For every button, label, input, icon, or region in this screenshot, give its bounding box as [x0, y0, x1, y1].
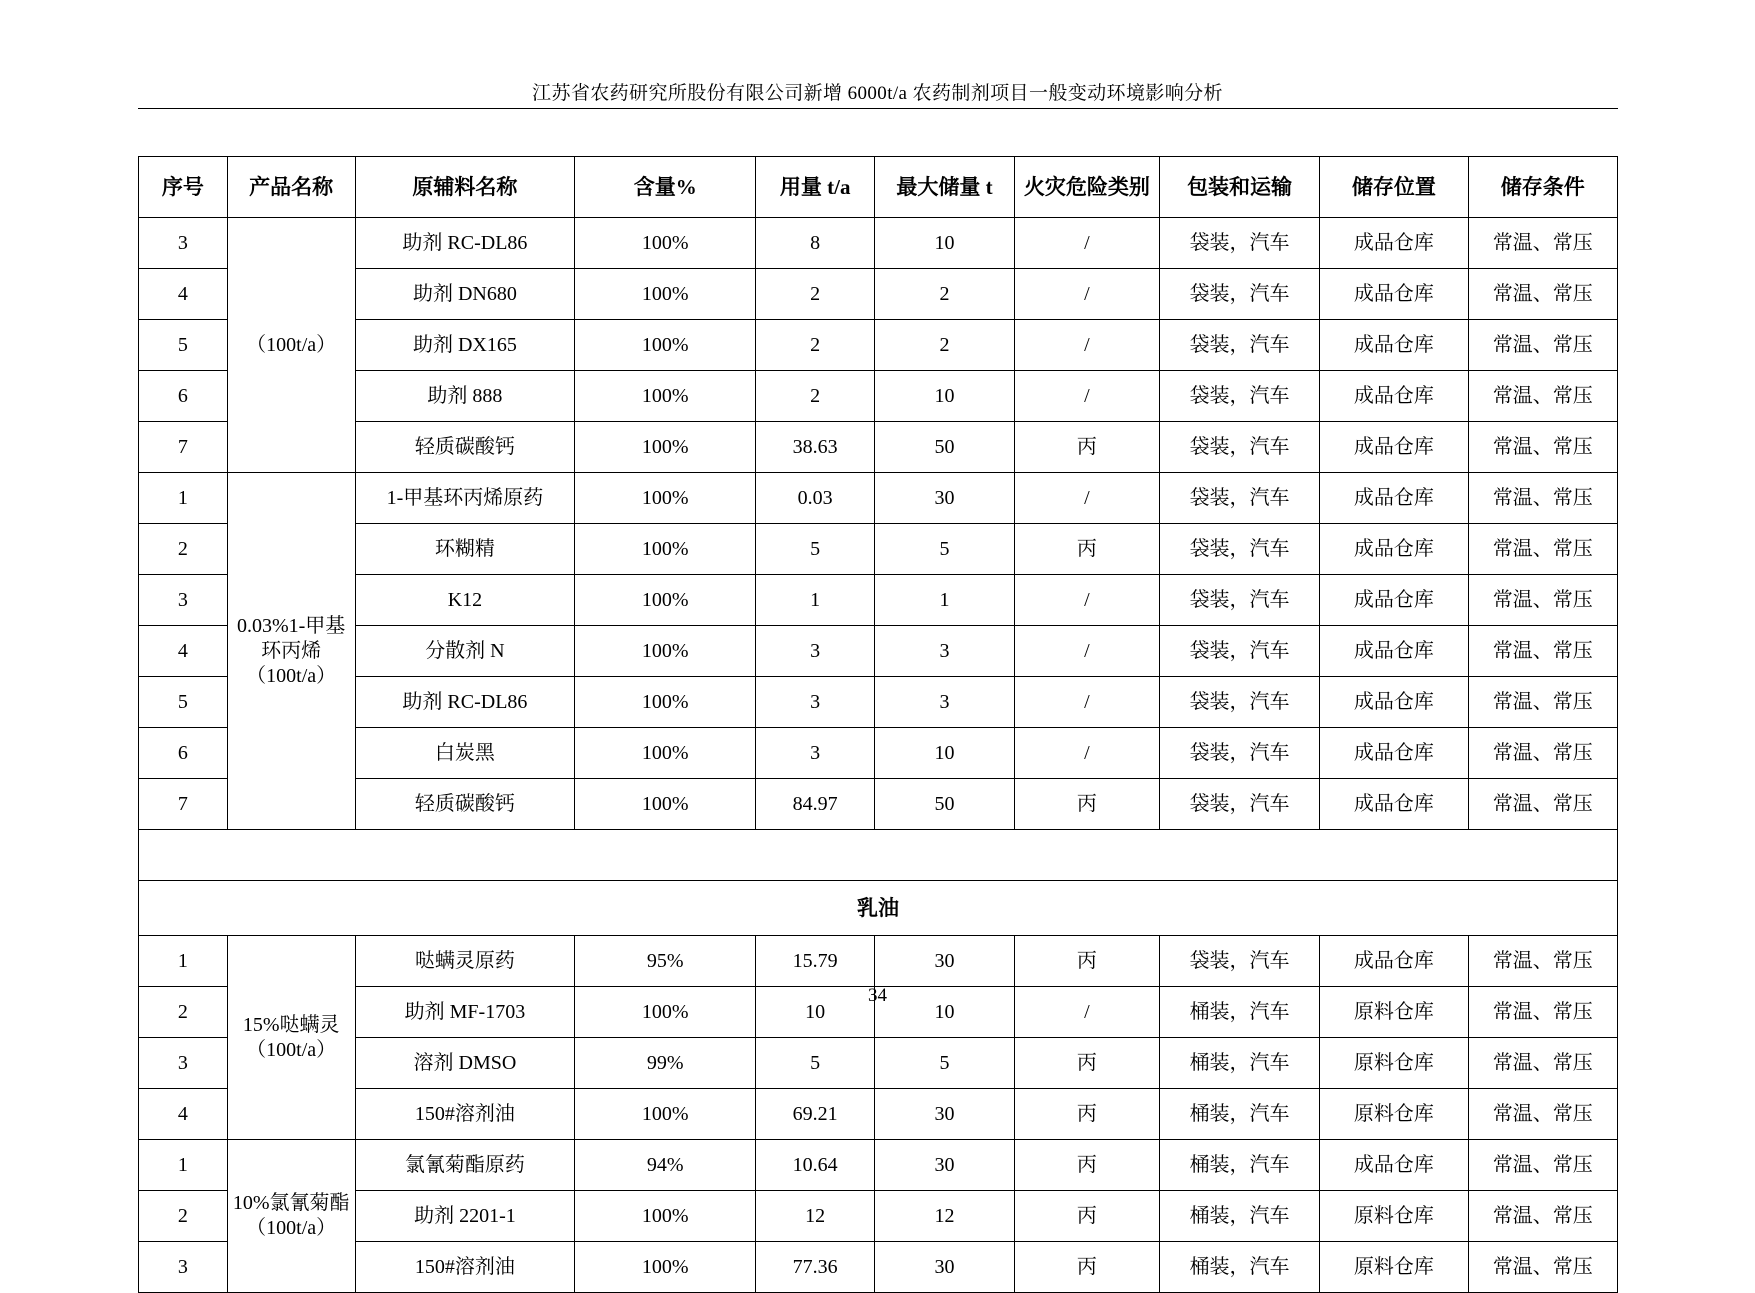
cell-storage-condition: 常温、常压	[1468, 371, 1617, 422]
col-header-usage: 用量 t/a	[756, 157, 875, 218]
cell-storage-condition: 常温、常压	[1468, 473, 1617, 524]
cell-product-name: 0.03%1-甲基环丙烯（100t/a）	[227, 473, 355, 830]
cell-storage-location: 原料仓库	[1320, 1191, 1468, 1242]
cell-packaging-transport: 桶装，汽车	[1159, 1140, 1319, 1191]
cell-index: 6	[139, 371, 228, 422]
cell-storage-condition: 常温、常压	[1468, 779, 1617, 830]
cell-max-storage: 30	[875, 1242, 1015, 1293]
cell-content-pct: 100%	[575, 626, 756, 677]
cell-content-pct: 100%	[575, 371, 756, 422]
cell-fire-hazard-class: 丙	[1014, 1089, 1159, 1140]
cell-index: 2	[139, 524, 228, 575]
cell-usage: 1	[756, 575, 875, 626]
cell-material-name: 氯氰菊酯原药	[355, 1140, 575, 1191]
cell-storage-condition: 常温、常压	[1468, 936, 1617, 987]
col-header-product-name: 产品名称	[227, 157, 355, 218]
cell-usage: 2	[756, 269, 875, 320]
cell-fire-hazard-class: 丙	[1014, 1242, 1159, 1293]
cell-content-pct: 95%	[575, 936, 756, 987]
cell-storage-location: 成品仓库	[1320, 473, 1468, 524]
header-divider	[138, 108, 1618, 109]
cell-fire-hazard-class: /	[1014, 728, 1159, 779]
cell-packaging-transport: 袋装，汽车	[1159, 626, 1319, 677]
cell-material-name: 助剂 MF-1703	[355, 987, 575, 1038]
cell-packaging-transport: 桶装，汽车	[1159, 1242, 1319, 1293]
cell-material-name: 150#溶剂油	[355, 1089, 575, 1140]
cell-material-name: 助剂 DN680	[355, 269, 575, 320]
cell-storage-condition: 常温、常压	[1468, 320, 1617, 371]
cell-storage-location: 成品仓库	[1320, 936, 1468, 987]
table-row	[139, 269, 1618, 320]
cell-index: 2	[139, 987, 228, 1038]
cell-storage-location: 原料仓库	[1320, 987, 1468, 1038]
col-header-max-storage: 最大储量 t	[875, 157, 1015, 218]
cell-packaging-transport: 袋装，汽车	[1159, 218, 1319, 269]
cell-storage-location: 成品仓库	[1320, 218, 1468, 269]
cell-fire-hazard-class: 丙	[1014, 936, 1159, 987]
cell-max-storage: 50	[875, 779, 1015, 830]
table-row	[139, 936, 1618, 987]
cell-max-storage: 3	[875, 626, 1015, 677]
cell-index: 4	[139, 269, 228, 320]
cell-content-pct: 100%	[575, 422, 756, 473]
cell-index: 3	[139, 1038, 228, 1089]
cell-usage: 3	[756, 728, 875, 779]
cell-max-storage: 12	[875, 1191, 1015, 1242]
table-row	[139, 1038, 1618, 1089]
cell-content-pct: 94%	[575, 1140, 756, 1191]
cell-fire-hazard-class: /	[1014, 218, 1159, 269]
cell-index: 7	[139, 422, 228, 473]
cell-packaging-transport: 袋装，汽车	[1159, 473, 1319, 524]
cell-usage: 5	[756, 524, 875, 575]
cell-usage: 84.97	[756, 779, 875, 830]
cell-storage-condition: 常温、常压	[1468, 1089, 1617, 1140]
cell-content-pct: 100%	[575, 218, 756, 269]
cell-storage-condition: 常温、常压	[1468, 575, 1617, 626]
cell-storage-location: 成品仓库	[1320, 422, 1468, 473]
col-header-fire-hazard-class: 火灾危险类别	[1014, 157, 1159, 218]
cell-packaging-transport: 袋装，汽车	[1159, 524, 1319, 575]
cell-fire-hazard-class: /	[1014, 626, 1159, 677]
cell-product-name: （100t/a）	[227, 218, 355, 473]
section-label: 乳油	[139, 881, 1618, 936]
table-row	[139, 626, 1618, 677]
cell-storage-condition: 常温、常压	[1468, 728, 1617, 779]
cell-material-name: 1-甲基环丙烯原药	[355, 473, 575, 524]
cell-storage-location: 成品仓库	[1320, 1140, 1468, 1191]
cell-material-name: 助剂 888	[355, 371, 575, 422]
cell-usage: 0.03	[756, 473, 875, 524]
table-header-row	[139, 157, 1618, 218]
cell-max-storage: 30	[875, 473, 1015, 524]
table-row	[139, 1242, 1618, 1293]
col-header-storage-location: 储存位置	[1320, 157, 1468, 218]
cell-max-storage: 1	[875, 575, 1015, 626]
cell-storage-condition: 常温、常压	[1468, 987, 1617, 1038]
page-number: 34	[868, 985, 887, 1006]
cell-usage: 69.21	[756, 1089, 875, 1140]
cell-max-storage: 5	[875, 524, 1015, 575]
cell-storage-condition: 常温、常压	[1468, 422, 1617, 473]
cell-material-name: 助剂 RC-DL86	[355, 218, 575, 269]
cell-packaging-transport: 袋装，汽车	[1159, 728, 1319, 779]
cell-material-name: 助剂 RC-DL86	[355, 677, 575, 728]
cell-material-name: 环糊精	[355, 524, 575, 575]
cell-storage-location: 成品仓库	[1320, 626, 1468, 677]
cell-packaging-transport: 袋装，汽车	[1159, 779, 1319, 830]
cell-usage: 15.79	[756, 936, 875, 987]
cell-storage-location: 原料仓库	[1320, 1038, 1468, 1089]
table-row	[139, 371, 1618, 422]
table-row	[139, 218, 1618, 269]
table-row	[139, 473, 1618, 524]
cell-index: 5	[139, 320, 228, 371]
cell-material-name: 助剂 2201-1	[355, 1191, 575, 1242]
cell-packaging-transport: 桶装，汽车	[1159, 1191, 1319, 1242]
cell-usage: 38.63	[756, 422, 875, 473]
cell-storage-condition: 常温、常压	[1468, 269, 1617, 320]
cell-usage: 3	[756, 626, 875, 677]
cell-max-storage: 10	[875, 987, 1015, 1038]
cell-max-storage: 30	[875, 936, 1015, 987]
cell-product-name: 10%氯氰菊酯（100t/a）	[227, 1140, 355, 1293]
cell-packaging-transport: 袋装，汽车	[1159, 269, 1319, 320]
table-row	[139, 779, 1618, 830]
cell-material-name: 溶剂 DMSO	[355, 1038, 575, 1089]
cell-storage-location: 成品仓库	[1320, 320, 1468, 371]
table-row	[139, 320, 1618, 371]
cell-max-storage: 2	[875, 320, 1015, 371]
cell-packaging-transport: 桶装，汽车	[1159, 987, 1319, 1038]
cell-fire-hazard-class: /	[1014, 320, 1159, 371]
cell-usage: 77.36	[756, 1242, 875, 1293]
cell-content-pct: 100%	[575, 987, 756, 1038]
cell-content-pct: 100%	[575, 473, 756, 524]
materials-table	[138, 156, 1618, 1293]
cell-storage-condition: 常温、常压	[1468, 677, 1617, 728]
cell-storage-location: 成品仓库	[1320, 677, 1468, 728]
cell-packaging-transport: 袋装，汽车	[1159, 422, 1319, 473]
cell-max-storage: 10	[875, 218, 1015, 269]
col-header-storage-condition: 储存条件	[1468, 157, 1617, 218]
cell-index: 4	[139, 626, 228, 677]
spacer-cell	[139, 830, 1618, 881]
cell-packaging-transport: 桶装，汽车	[1159, 1038, 1319, 1089]
cell-fire-hazard-class: 丙	[1014, 1038, 1159, 1089]
cell-material-name: 分散剂 N	[355, 626, 575, 677]
cell-fire-hazard-class: 丙	[1014, 422, 1159, 473]
cell-storage-condition: 常温、常压	[1468, 218, 1617, 269]
cell-storage-condition: 常温、常压	[1468, 1140, 1617, 1191]
cell-index: 1	[139, 473, 228, 524]
cell-content-pct: 99%	[575, 1038, 756, 1089]
cell-storage-location: 成品仓库	[1320, 728, 1468, 779]
cell-index: 3	[139, 218, 228, 269]
col-header-index: 序号	[139, 157, 228, 218]
cell-usage: 2	[756, 320, 875, 371]
cell-max-storage: 10	[875, 371, 1015, 422]
cell-fire-hazard-class: /	[1014, 269, 1159, 320]
cell-storage-location: 原料仓库	[1320, 1089, 1468, 1140]
cell-storage-condition: 常温、常压	[1468, 626, 1617, 677]
cell-content-pct: 100%	[575, 320, 756, 371]
col-header-content-pct: 含量%	[575, 157, 756, 218]
cell-content-pct: 100%	[575, 779, 756, 830]
cell-content-pct: 100%	[575, 1089, 756, 1140]
cell-storage-location: 成品仓库	[1320, 575, 1468, 626]
cell-content-pct: 100%	[575, 524, 756, 575]
cell-max-storage: 50	[875, 422, 1015, 473]
cell-usage: 8	[756, 218, 875, 269]
cell-storage-location: 原料仓库	[1320, 1242, 1468, 1293]
materials-table-container	[138, 156, 1618, 1293]
cell-storage-location: 成品仓库	[1320, 269, 1468, 320]
cell-storage-location: 成品仓库	[1320, 371, 1468, 422]
cell-fire-hazard-class: /	[1014, 575, 1159, 626]
table-row	[139, 422, 1618, 473]
cell-fire-hazard-class: /	[1014, 677, 1159, 728]
cell-max-storage: 3	[875, 677, 1015, 728]
cell-content-pct: 100%	[575, 269, 756, 320]
cell-index: 2	[139, 1191, 228, 1242]
cell-packaging-transport: 袋装，汽车	[1159, 677, 1319, 728]
cell-material-name: 轻质碳酸钙	[355, 422, 575, 473]
page-header-title: 江苏省农药研究所股份有限公司新增 6000t/a 农药制剂项目一般变动环境影响分析	[532, 83, 1223, 104]
cell-max-storage: 10	[875, 728, 1015, 779]
cell-index: 1	[139, 936, 228, 987]
cell-index: 3	[139, 1242, 228, 1293]
cell-material-name: 轻质碳酸钙	[355, 779, 575, 830]
cell-material-name: 150#溶剂油	[355, 1242, 575, 1293]
table-row	[139, 1089, 1618, 1140]
cell-packaging-transport: 袋装，汽车	[1159, 936, 1319, 987]
table-row	[139, 728, 1618, 779]
cell-fire-hazard-class: 丙	[1014, 779, 1159, 830]
table-row	[139, 524, 1618, 575]
cell-material-name: 助剂 DX165	[355, 320, 575, 371]
cell-fire-hazard-class: /	[1014, 371, 1159, 422]
cell-storage-condition: 常温、常压	[1468, 1242, 1617, 1293]
cell-max-storage: 30	[875, 1089, 1015, 1140]
cell-fire-hazard-class: 丙	[1014, 1140, 1159, 1191]
cell-index: 7	[139, 779, 228, 830]
cell-content-pct: 100%	[575, 1191, 756, 1242]
cell-usage: 10.64	[756, 1140, 875, 1191]
cell-content-pct: 100%	[575, 1242, 756, 1293]
cell-usage: 2	[756, 371, 875, 422]
cell-max-storage: 30	[875, 1140, 1015, 1191]
cell-storage-location: 成品仓库	[1320, 524, 1468, 575]
col-header-packaging-transport: 包装和运输	[1159, 157, 1319, 218]
cell-usage: 5	[756, 1038, 875, 1089]
cell-storage-condition: 常温、常压	[1468, 524, 1617, 575]
cell-index: 6	[139, 728, 228, 779]
cell-max-storage: 2	[875, 269, 1015, 320]
cell-fire-hazard-class: 丙	[1014, 524, 1159, 575]
cell-usage: 12	[756, 1191, 875, 1242]
cell-index: 1	[139, 1140, 228, 1191]
cell-material-name: K12	[355, 575, 575, 626]
cell-usage: 3	[756, 677, 875, 728]
table-row	[139, 1140, 1618, 1191]
cell-index: 3	[139, 575, 228, 626]
cell-packaging-transport: 桶装，汽车	[1159, 1089, 1319, 1140]
col-header-material-name: 原辅料名称	[355, 157, 575, 218]
cell-usage: 10	[756, 987, 875, 1038]
table-spacer-row	[139, 830, 1618, 881]
cell-storage-condition: 常温、常压	[1468, 1038, 1617, 1089]
cell-product-name: 15%哒螨灵（100t/a）	[227, 936, 355, 1140]
cell-content-pct: 100%	[575, 728, 756, 779]
cell-storage-location: 成品仓库	[1320, 779, 1468, 830]
table-row	[139, 1191, 1618, 1242]
cell-packaging-transport: 袋装，汽车	[1159, 371, 1319, 422]
cell-packaging-transport: 袋装，汽车	[1159, 575, 1319, 626]
cell-fire-hazard-class: /	[1014, 987, 1159, 1038]
cell-packaging-transport: 袋装，汽车	[1159, 320, 1319, 371]
cell-storage-condition: 常温、常压	[1468, 1191, 1617, 1242]
table-row	[139, 575, 1618, 626]
cell-content-pct: 100%	[575, 575, 756, 626]
cell-material-name: 白炭黑	[355, 728, 575, 779]
cell-index: 4	[139, 1089, 228, 1140]
cell-max-storage: 5	[875, 1038, 1015, 1089]
cell-fire-hazard-class: 丙	[1014, 1191, 1159, 1242]
table-section-row	[139, 881, 1618, 936]
table-row	[139, 677, 1618, 728]
cell-content-pct: 100%	[575, 677, 756, 728]
cell-fire-hazard-class: /	[1014, 473, 1159, 524]
cell-material-name: 哒螨灵原药	[355, 936, 575, 987]
cell-index: 5	[139, 677, 228, 728]
